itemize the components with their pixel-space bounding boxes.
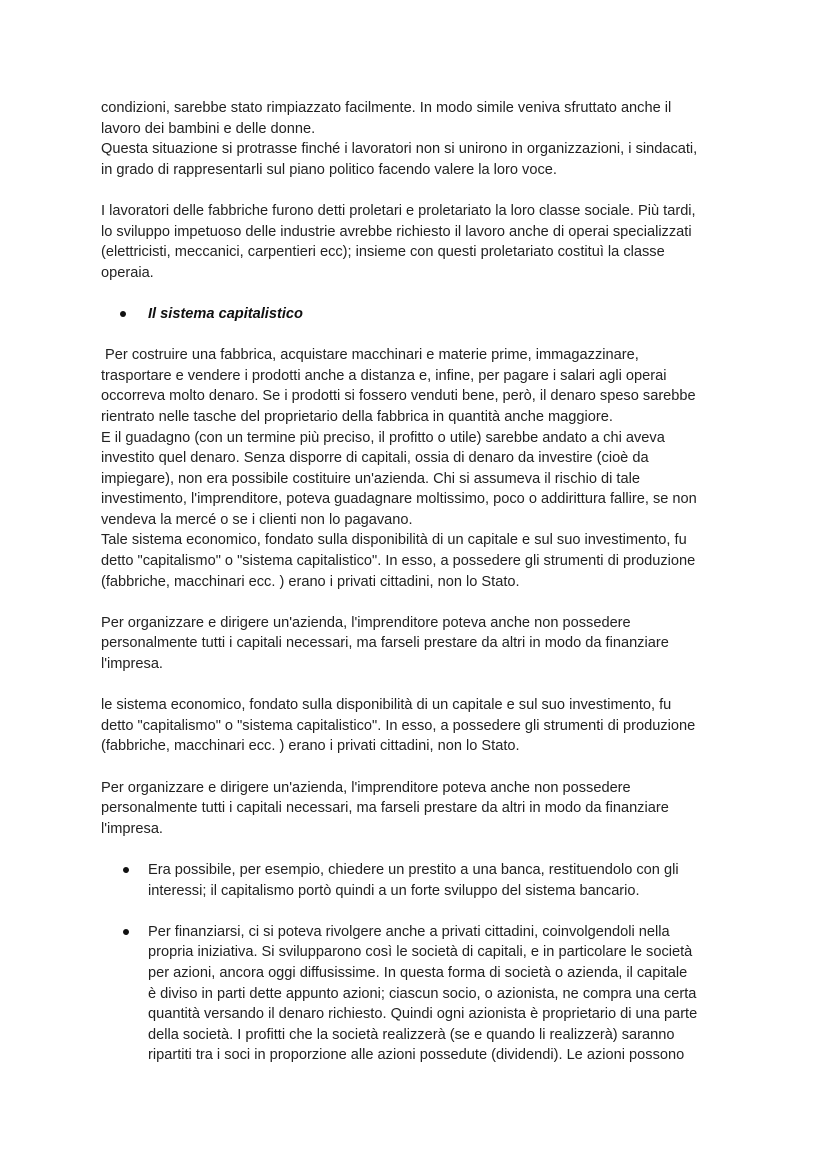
text-line: detto "capitalismo" o "sistema capitalistico". In esso, a possedere gli strumenti di produzione bbox=[101, 553, 696, 570]
paragraph-proletariat bbox=[101, 201, 731, 283]
list-item bbox=[101, 922, 731, 1066]
text-line: (fabbriche, macchinari ecc. ) erano i privati cittadini, non lo Stato. bbox=[101, 738, 520, 755]
text-line: in grado di rappresentarli sul piano politico facendo valere la loro voce. bbox=[101, 161, 557, 178]
text-line: propria iniziativa. Si svilupparono così le società di capitali, e in particolare le società bbox=[148, 944, 693, 961]
text-line: rientrato nelle tasche del proprietario della fabbrica in quantità anche maggiore. bbox=[101, 408, 613, 425]
text-line: Tale sistema economico, fondato sulla disponibilità di un capitale e sul suo investimento, fu bbox=[101, 532, 687, 549]
text-line: Era possibile, per esempio, chiedere un prestito a una banca, restituendolo con gli bbox=[148, 861, 679, 878]
text-line: Per organizzare e dirigere un'azienda, l'imprenditore poteva anche non possedere bbox=[101, 779, 631, 796]
paragraph-spacer bbox=[101, 757, 731, 778]
list-spacer bbox=[101, 901, 731, 922]
text-line: lo sviluppo impetuoso delle industrie avrebbe richiesto il lavoro anche di operai specializzati bbox=[101, 223, 692, 240]
text-line: è diviso in parti dette appunto azioni; ciascun socio, o azionista, ne compra una certa bbox=[148, 985, 697, 1002]
paragraph-exploitation bbox=[101, 98, 731, 180]
text-line: della società. I profitti che la società realizzerà (se e quando li realizzerà) saranno bbox=[148, 1026, 675, 1043]
paragraph-financing-repeat bbox=[101, 778, 731, 840]
paragraph-spacer bbox=[101, 839, 731, 860]
text-line: detto "capitalismo" o "sistema capitalistico". In esso, a possedere gli strumenti di produzione bbox=[101, 717, 696, 734]
text-line: occorreva molto denaro. Se i prodotti si fossero venduti bene, però, il denaro speso sarebbe bbox=[101, 388, 696, 405]
text-line: I lavoratori delle fabbriche furono detti proletari e proletariato la loro classe sociale. Più tardi, bbox=[101, 202, 696, 219]
text-line: l'impresa. bbox=[101, 656, 163, 673]
text-line: personalmente tutti i capitali necessari, ma farseli prestare da altri in modo da finanziare bbox=[101, 800, 669, 817]
text-line: l'impresa. bbox=[101, 820, 163, 837]
paragraph-capital-investment bbox=[101, 345, 731, 592]
text-line: lavoro dei bambini e delle donne. bbox=[101, 120, 316, 137]
text-line: trasportare e vendere i prodotti anche a distanza e, infine, per pagare i salari agli operai bbox=[101, 367, 667, 384]
document-body bbox=[101, 98, 731, 1066]
text-line: Per finanziarsi, ci si poteva rivolgere anche a privati cittadini, coinvolgendoli nella bbox=[148, 923, 670, 940]
paragraph-financing bbox=[101, 613, 731, 675]
text-line: per azioni, ancora oggi diffusissime. In questa forma di società o azienda, il capitale bbox=[148, 964, 688, 981]
text-line: operaia. bbox=[101, 264, 154, 281]
text-line: personalmente tutti i capitali necessari, ma farseli prestare da altri in modo da finanziare bbox=[101, 635, 669, 652]
text-line: vendeva la mercé o se i clienti non lo pagavano. bbox=[101, 511, 413, 528]
text-line: investito quel denaro. Senza disporre di capitali, ossia di denaro da investire (cioè da bbox=[101, 450, 649, 467]
bullet-icon bbox=[123, 929, 129, 935]
paragraph-spacer bbox=[101, 283, 731, 304]
bullet-icon bbox=[123, 867, 129, 873]
bullet-icon bbox=[120, 311, 126, 317]
text-line: ripartiti tra i soci in proporzione alle azioni possedute (dividendi). Le azioni possono bbox=[148, 1047, 685, 1064]
paragraph-capitalism-definition bbox=[101, 695, 731, 757]
text-line: (elettricisti, meccanici, carpentieri ecc); insieme con questi proletariato costituì la classe bbox=[101, 244, 665, 261]
text-line: Questa situazione si protrasse finché i lavoratori non si unirono in organizzazioni, i sindacati, bbox=[101, 141, 698, 158]
text-line: investimento, l'imprenditore, poteva guadagnare moltissimo, poco o addirittura fallire, se non bbox=[101, 491, 697, 508]
text-line: interessi; il capitalismo portò quindi a un forte sviluppo del sistema bancario. bbox=[148, 882, 640, 899]
text-line: impiegare), non era possibile costituire un'azienda. Chi si assumeva il rischio di tale bbox=[101, 470, 640, 487]
bullet-list bbox=[101, 860, 731, 1066]
section-heading-text: Il sistema capitalistico bbox=[148, 305, 303, 322]
paragraph-spacer bbox=[101, 592, 731, 613]
text-line: le sistema economico, fondato sulla disponibilità di un capitale e sul suo investimento, fu bbox=[101, 697, 672, 714]
text-line: Per organizzare e dirigere un'azienda, l'imprenditore poteva anche non possedere bbox=[101, 614, 631, 631]
section-heading bbox=[101, 304, 731, 325]
text-line: quantità versando il denaro richiesto. Quindi ogni azionista è proprietario di una parte bbox=[148, 1006, 698, 1023]
text-line: (fabbriche, macchinari ecc. ) erano i privati cittadini, non lo Stato. bbox=[101, 573, 520, 590]
list-item bbox=[101, 860, 731, 901]
text-line: E il guadagno (con un termine più preciso, il profitto o utile) sarebbe andato a chi aveva bbox=[101, 429, 665, 446]
paragraph-spacer bbox=[101, 675, 731, 696]
paragraph-spacer bbox=[101, 180, 731, 201]
text-line: Per costruire una fabbrica, acquistare macchinari e materie prime, immagazzinare, bbox=[101, 347, 639, 364]
text-line: condizioni, sarebbe stato rimpiazzato facilmente. In modo simile veniva sfruttato anche il bbox=[101, 100, 672, 116]
paragraph-spacer bbox=[101, 325, 731, 346]
